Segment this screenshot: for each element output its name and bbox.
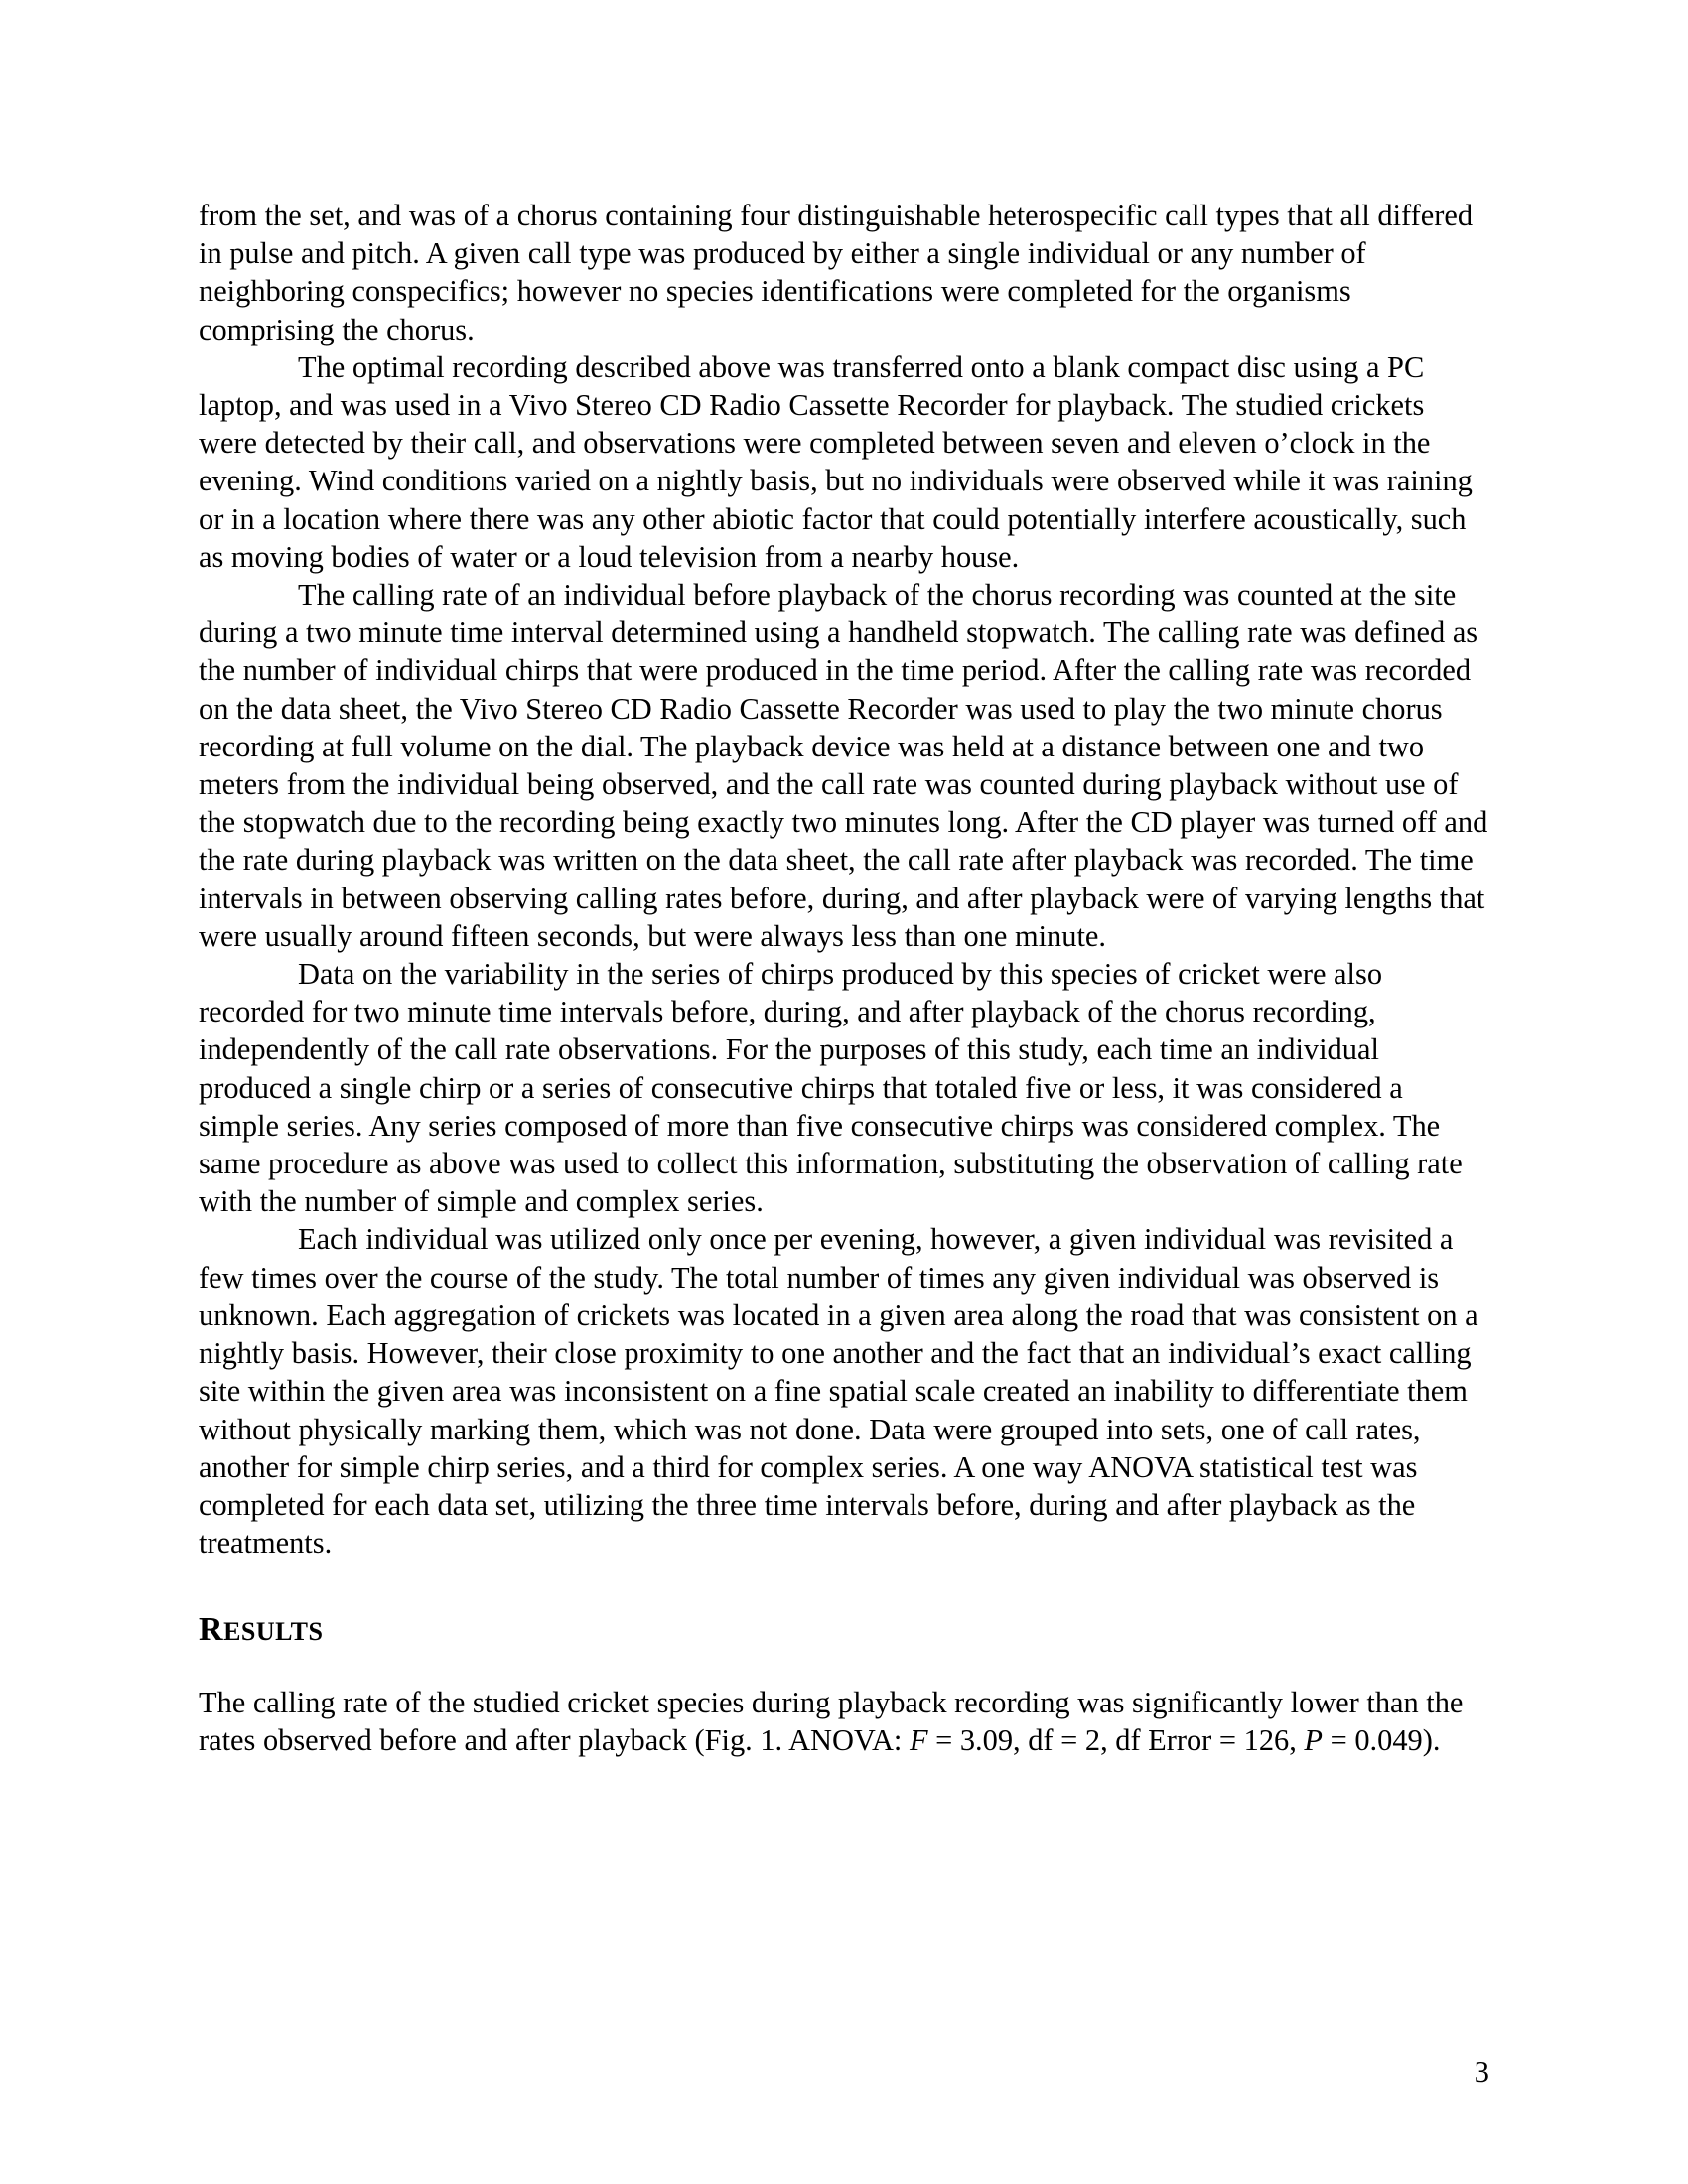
results-heading-rest: ESULTS [223, 1617, 324, 1647]
results-heading [199, 1611, 1489, 1651]
paragraph-continuation: from the set, and was of a chorus containing four distinguishable heterospecific call types that all differed in pulse and pitch. A given call type was produced by either a single individual or any number of neighboring conspecifics; however no species identifications were completed for the organisms comprising the chorus. [199, 199, 1474, 346]
results-text-1: The calling rate of the studied cricket species during playback recording was significantly lower than the rates observed before and after playback (Fig. 1. ANOVA: [199, 1685, 1464, 1757]
page-body [199, 197, 1489, 1759]
results-text-2: = 3.09, df = 2, df Error = 126, [927, 1722, 1305, 1757]
paragraph-recording-playback: The optimal recording described above was transferred onto a blank compact disc using a PC laptop, and was used in a Vivo Stereo CD Radio Cassette Recorder for playback. The studied crickets were detected by their call, and observations were completed between seven and eleven o’clock in the evening. Wind conditions varied on a nightly basis, but no individuals were observed while it was raining or in a location where there was any other abiotic factor that could potentially interfere acoustically, such as moving bodies of water or a loud television from a nearby house. [199, 349, 1473, 574]
page-number: 3 [1474, 2055, 1489, 2089]
paragraph-calling-rate: The calling rate of an individual before playback of the chorus recording was counted at the site during a two minute time interval determined using a handheld stopwatch. The calling rate was defined as the number of individual chirps that were produced in the time period. After the calling rate was recorded on the data sheet, the Vivo Stereo CD Radio Cassette Recorder was used to play the two minute chorus recording at full volume on the dial. The playback device was held at a distance between one and two meters from the individual being observed, and the call rate was counted during playback without use of the stopwatch due to the recording being exactly two minutes long. After the CD player was turned off and the rate during playback was written on the data sheet, the call rate after playback was recorded. The time intervals in between observing calling rates before, during, and after playback were of varying lengths that were usually around fifteen seconds, but were always less than one minute. [199, 578, 1488, 953]
results-text-3: = 0.049). [1323, 1722, 1441, 1757]
paragraph-results [199, 1684, 1489, 1759]
paragraph-chirp-series: Data on the variability in the series of chirps produced by this species of cricket were also recorded for two minute time intervals before, during, and after playback of the chorus recording, independently of the call rate observations. For the purposes of this study, each time an individual produced a single chirp or a series of consecutive chirps that totaled five or less, it was considered a simple series. Any series composed of more than five consecutive chirps was considered complex. The same procedure as above was used to collect this information, substituting the observation of calling rate with the number of simple and complex series. [199, 957, 1463, 1219]
paragraph-data-analysis: Each individual was utilized only once per evening, however, a given individual was revisited a few times over the course of the study. The total number of times any given individual was observed is unknown. Each aggregation of crickets was located in a given area along the road that was consistent on a nightly basis. However, their close proximity to one another and the fact that an individual’s exact calling site within the given area was inconsistent on a fine spatial scale created an inability to differentiate them without physically marking them, which was not done. Data were grouped into sets, one of call rates, another for simple chirp series, and a third for complex series. A one way ANOVA statistical test was completed for each data set, utilizing the three time intervals before, during and after playback as the treatments. [199, 1222, 1478, 1561]
results-heading-initial: R [199, 1611, 224, 1649]
p-value-symbol: P [1304, 1722, 1323, 1757]
f-statistic-symbol: F [909, 1722, 928, 1757]
